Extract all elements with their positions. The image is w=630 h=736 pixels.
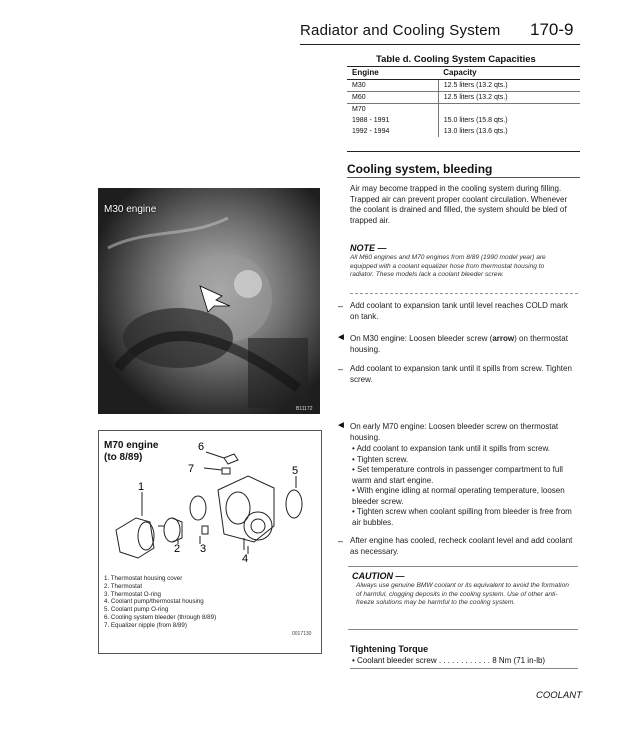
step-text: After engine has cooled, recheck coolant level and add coolant as necessary. — [350, 536, 573, 556]
page-header-title: Radiator and Cooling System — [300, 22, 501, 39]
torque-rule — [350, 668, 578, 669]
table-header-capacity: Capacity — [438, 66, 580, 80]
section-rule — [347, 177, 580, 178]
photo-code: B11172 — [296, 406, 313, 412]
table-row: M30 12.5 liters (13.2 qts.) — [347, 80, 580, 92]
caution-title: CAUTION — — [352, 571, 405, 581]
legend-item: 4. Coolant pump/thermostat housing — [104, 598, 204, 606]
step-marker: – — [338, 364, 344, 374]
table-row: M70 — [347, 104, 580, 116]
callout-3: 3 — [200, 543, 207, 555]
legend-item: 7. Equalizer nipple (from 8/89) — [104, 621, 187, 629]
callout-4: 4 — [242, 553, 249, 565]
figure-title: M70 engine (to 8/89) — [104, 440, 159, 463]
legend-item: 2. Thermostat — [104, 582, 143, 590]
list-item: • Add coolant to expansion tank until it spills from screw. — [352, 444, 551, 453]
arrow-left-icon: ◄ — [336, 332, 346, 343]
step-text: Add coolant to expansion tank until level reaches COLD mark on tank. — [350, 301, 568, 321]
figure-legend — [104, 575, 216, 630]
legend-item: 1. Thermostat housing cover — [104, 575, 183, 582]
engine-photo — [98, 188, 320, 414]
callout-5: 5 — [292, 465, 299, 477]
callout-6: 6 — [198, 441, 205, 453]
caution-text: Always use genuine BMW coolant or its equivalent to avoid the formation of harmful, clogging deposits in the cooling system. Use of other anti-freeze solutions may be harmful to the cooling system. — [356, 582, 569, 607]
step-marker: – — [338, 301, 344, 311]
section-title: Cooling system, bleeding — [347, 162, 493, 176]
step-bullets — [352, 444, 578, 528]
capacities-table — [347, 66, 580, 137]
step-text: Add coolant to expansion tank until it spills from screw. Tighten screw. — [350, 364, 572, 384]
table-row: 1988 - 1991 15.0 liters (15.8 qts.) — [347, 115, 580, 126]
table-row: 1992 - 1994 13.0 liters (13.6 qts.) — [347, 126, 580, 137]
torque-title: Tightening Torque — [350, 644, 429, 654]
callout-7: 7 — [188, 463, 195, 475]
list-item: • Tighten screw when coolant spilling from bleeder is free from air bubbles. — [352, 507, 572, 527]
thermostat-diagram — [98, 430, 320, 580]
step-text: On M30 engine: Loosen bleeder screw (arrow) on thermostat housing. — [350, 334, 568, 354]
page-number: 170-9 — [530, 20, 574, 39]
list-item: • With engine idling at normal operating temperature, loosen bleeder screw. — [352, 486, 565, 506]
footer-label: COOLANT — [536, 690, 582, 701]
torque-item: • Coolant bleeder screw . . . . . . . . . . . . 8 Nm (71 in-lb) — [352, 656, 546, 665]
table-row: M60 12.5 liters (13.2 qts.) — [347, 92, 580, 104]
list-item: • Tighten screw. — [352, 454, 409, 464]
table-caption: Table d. Cooling System Capacities — [376, 54, 536, 65]
arrow-left-icon: ◄ — [336, 420, 346, 431]
legend-item: 5. Coolant pump O-ring — [104, 606, 169, 614]
list-item: • Set temperature controls in passenger compartment to full warm and start engine. — [352, 465, 563, 485]
step-text: On early M70 engine: Loosen bleeder screw on thermostat housing. — [350, 422, 559, 442]
engine-photo-image — [98, 188, 320, 414]
table-header-engine: Engine — [347, 66, 438, 80]
note-rule — [350, 293, 578, 294]
legend-item: 3. Thermostat O-ring — [104, 590, 161, 598]
photo-label: M30 engine — [104, 204, 157, 215]
legend-item: 6. Cooling system bleeder (through 8/89) — [104, 613, 217, 621]
callout-2: 2 — [174, 543, 181, 555]
header-rule — [300, 44, 580, 45]
figure-code: 0017130 — [292, 631, 312, 637]
step-marker: – — [338, 536, 344, 546]
note-text: All M60 engines and M70 engines from 8/89 (1990 model year) are equipped with a coolant equalizer hose from thermostat housing to radiator. These models lack a coolant bleeder screw. — [350, 254, 546, 279]
section-intro: Air may become trapped in the cooling system during filling. Trapped air can prevent proper coolant circulation. Whenever the coolant is drained and filled, the system should be bled of trapped air. — [350, 184, 568, 225]
note-title: NOTE — — [350, 243, 387, 253]
callout-1: 1 — [138, 481, 145, 493]
